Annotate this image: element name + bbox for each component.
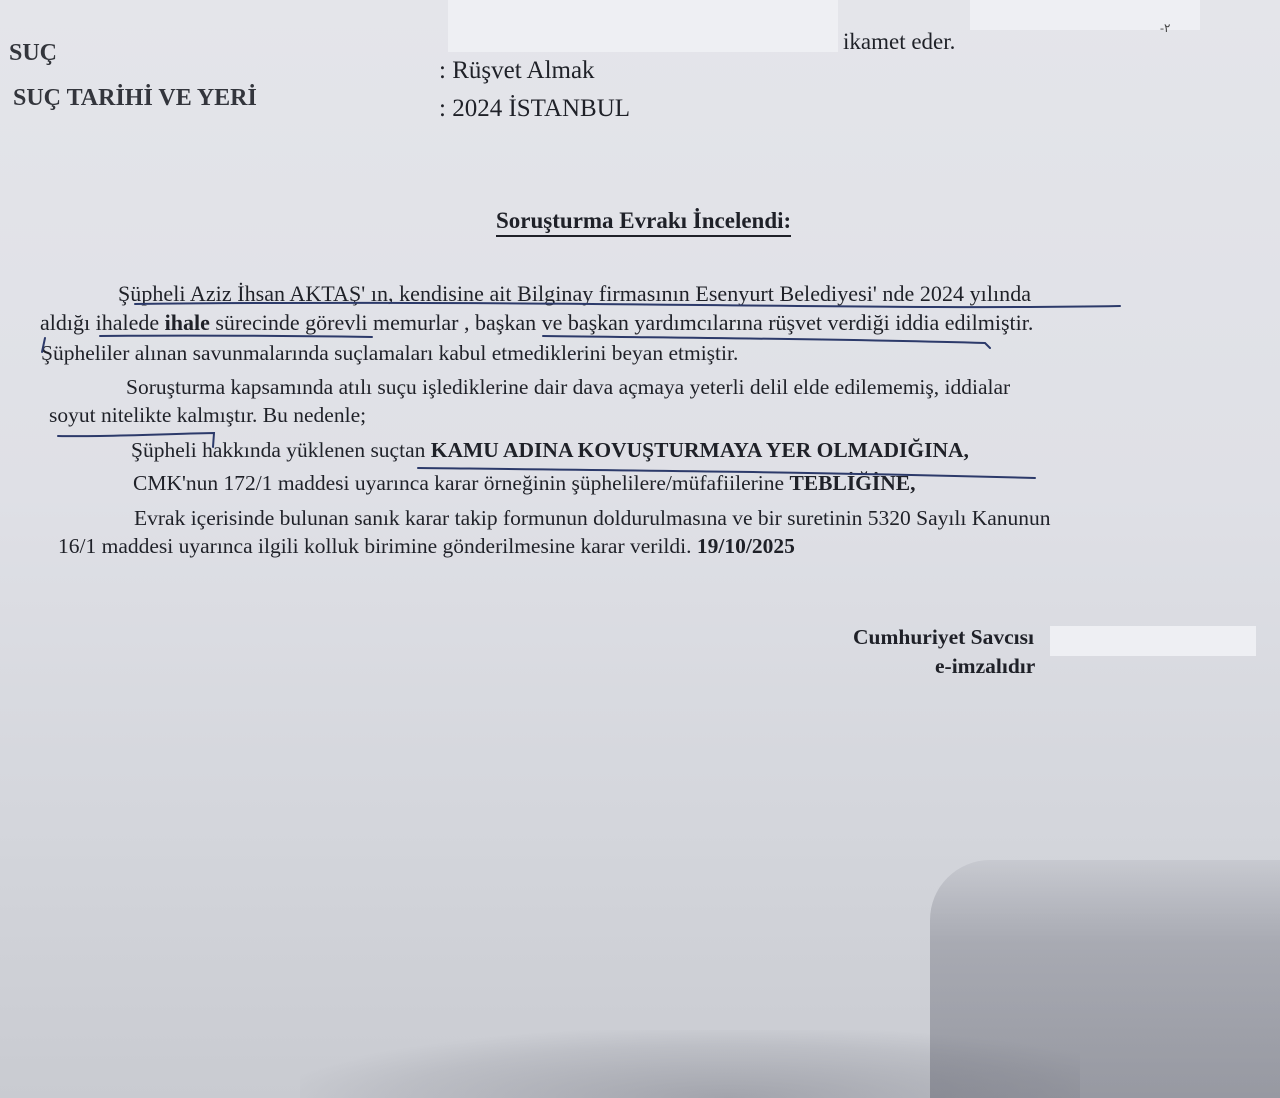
shadow-bottom-center bbox=[300, 1030, 1080, 1098]
decision-date: 19/10/2025 bbox=[696, 534, 795, 558]
pen-underline-2 bbox=[100, 336, 372, 337]
decision2-prefix: CMK'nun 172/1 maddesi uyarınca karar örneğinin şüphelilere/müfafiilerine bbox=[133, 471, 790, 495]
decision1-line bbox=[131, 440, 969, 462]
decision2-bold: TEBLİĞİNE, bbox=[789, 471, 916, 495]
page-title: Soruşturma Evrakı İncelendi: bbox=[496, 209, 791, 237]
redacted-area-top bbox=[448, 0, 838, 52]
corner-mark: -٢ bbox=[1160, 21, 1171, 35]
paragraph3-line1: Evrak içerisinde bulunan sanık karar takip formunun doldurulmasına ve bir suretinin 5320 Sayılı Kanunun bbox=[134, 506, 1051, 530]
crime-value: : Rüşvet Almak bbox=[439, 57, 595, 84]
paragraph3-line2 bbox=[58, 536, 795, 558]
redacted-area-signature bbox=[1050, 626, 1256, 656]
paragraph1-line2-bold: ihale bbox=[164, 310, 210, 335]
decision1-prefix: Şüpheli hakkında yüklenen suçtan bbox=[131, 438, 431, 462]
signature-note: e-imzalıdır bbox=[935, 654, 1036, 678]
paragraph1-line3: Şüpheliler alınan savunmalarında suçlamaları kabul etmediklerini beyan etmiştir. bbox=[41, 341, 739, 365]
paragraph3-line2-prefix: 16/1 maddesi uyarınca ilgili kolluk birimine gönderilmesine karar verildi. bbox=[58, 534, 697, 558]
paragraph1-line2-start: aldığı ihalede bbox=[40, 310, 165, 335]
paragraph1-line2 bbox=[40, 312, 1033, 334]
paragraph1-line2-end: sürecinde görevli memurlar , başkan ve başkan yardımcılarına rüşvet verdiği iddia edilmiştir. bbox=[209, 310, 1034, 335]
crime-date-place-label: SUÇ TARİHİ VE YERİ bbox=[13, 85, 257, 111]
shadow-bottom-right bbox=[930, 860, 1280, 1098]
paragraph1-line1: Şüpheli Aziz İhsan AKTAŞ' ın, kendisine ait Bilginay firmasının Esenyurt Belediyesi' nde 2024 yılında bbox=[118, 281, 1032, 306]
paragraph2-line2: soyut nitelikte kalmıştır. Bu nedenle; bbox=[49, 403, 367, 427]
crime-date-place-value: : 2024 İSTANBUL bbox=[439, 95, 631, 122]
paragraph2-line1: Soruşturma kapsamında atılı suçu işlediklerine dair dava açmaya yeterli delil elde edilememiş, iddialar bbox=[126, 375, 1011, 399]
decision1-bold: KAMU ADINA KOVUŞTURMAYA YER OLMADIĞINA, bbox=[430, 438, 969, 462]
decision2-line bbox=[133, 473, 916, 495]
crime-label: SUÇ bbox=[9, 40, 58, 66]
top-fragment-text: ikamet eder. bbox=[843, 29, 956, 54]
signature-title: Cumhuriyet Savcısı bbox=[853, 625, 1034, 649]
